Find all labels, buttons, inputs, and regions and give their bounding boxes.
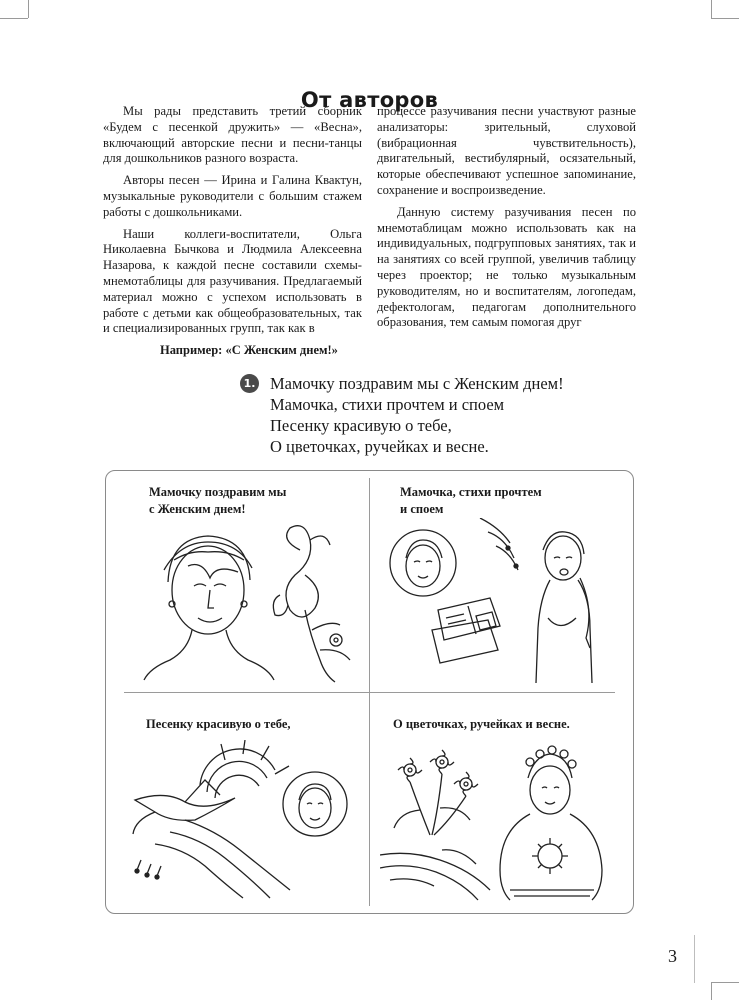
paragraph: Наши коллеги-воспитатели, Ольга Николаевна Бычкова и Людмила Алексеевна Назарова, к каждой песне составили схемы-мнемотаблицы для разучивания. Предлагаемый материал можно с успехом использовать в работе с детьми как общеобразовательных, так и специализированных групп, так как в	[103, 226, 362, 336]
verse-line: Мамочку поздравим мы с Женским днем!	[270, 374, 564, 393]
mother-reading-singing-illustration	[380, 518, 615, 688]
mnemo-cell-caption: О цветочках, ручейках и весне.	[393, 717, 570, 731]
paragraph: Авторы песен — Ирина и Галина Квактун, музыкальные руководители с большим стажем работы с дошкольниками.	[103, 173, 362, 219]
verse-number-badge: 1.	[240, 374, 259, 393]
paragraph: Данную систему разучивания песен по мнемотаблицам можно использовать как на индивидуальных, подгрупповых занятиях, так и на занятиях со всей группой, увеличив таблицу через проектор; не только музыкальным руководителям, но и воспитателям, логопедам, дефектологам, педагогам дополнительного образования, тем самым помогая друг	[377, 204, 636, 330]
text-column-right	[377, 104, 636, 337]
table-divider-horizontal	[124, 692, 615, 693]
crop-mark	[711, 0, 712, 18]
verse-line: Песенку красивую о тебе,	[270, 416, 452, 435]
verse-line: О цветочках, ручейках и весне.	[270, 437, 489, 456]
mother-face-illustration	[130, 520, 360, 685]
page-number: 3	[668, 946, 677, 966]
mnemo-cell-caption: Мамочку поздравим мы с Женским днем!	[149, 485, 287, 516]
verse-line: Мамочка, стихи прочтем и споем	[270, 395, 505, 414]
page-number-rule	[694, 935, 695, 983]
bird-sun-river-illustration	[125, 740, 360, 900]
crop-mark	[711, 982, 739, 983]
crop-mark	[711, 982, 712, 1000]
crop-mark	[28, 0, 29, 18]
mnemo-cell-caption: Мамочка, стихи прочтем и споем	[400, 485, 542, 516]
flowers-stream-girl-illustration	[380, 740, 615, 902]
example-label: Например: «С Женским днем!»	[160, 343, 338, 357]
crop-mark	[0, 18, 28, 19]
crop-mark	[711, 18, 739, 19]
text-column-left	[103, 104, 362, 343]
verse-lines	[270, 373, 670, 457]
page-title: От авторов	[300, 88, 439, 113]
paragraph: процессе разучивания песни участвуют разные анализаторы: зрительный, слуховой (вибрационная чувствительность), двигательный, вестибулярный, осязательный, которые обеспечивают успешное запоминание, сохранение и воспроизведение.	[377, 104, 636, 197]
paragraph: Мы рады представить третий сборник «Будем с песенкой дружить» — «Весна», включающий авторские песни и песни-танцы для дошкольников разного возраста.	[103, 104, 362, 166]
mnemo-cell-caption: Песенку красивую о тебе,	[146, 717, 291, 731]
